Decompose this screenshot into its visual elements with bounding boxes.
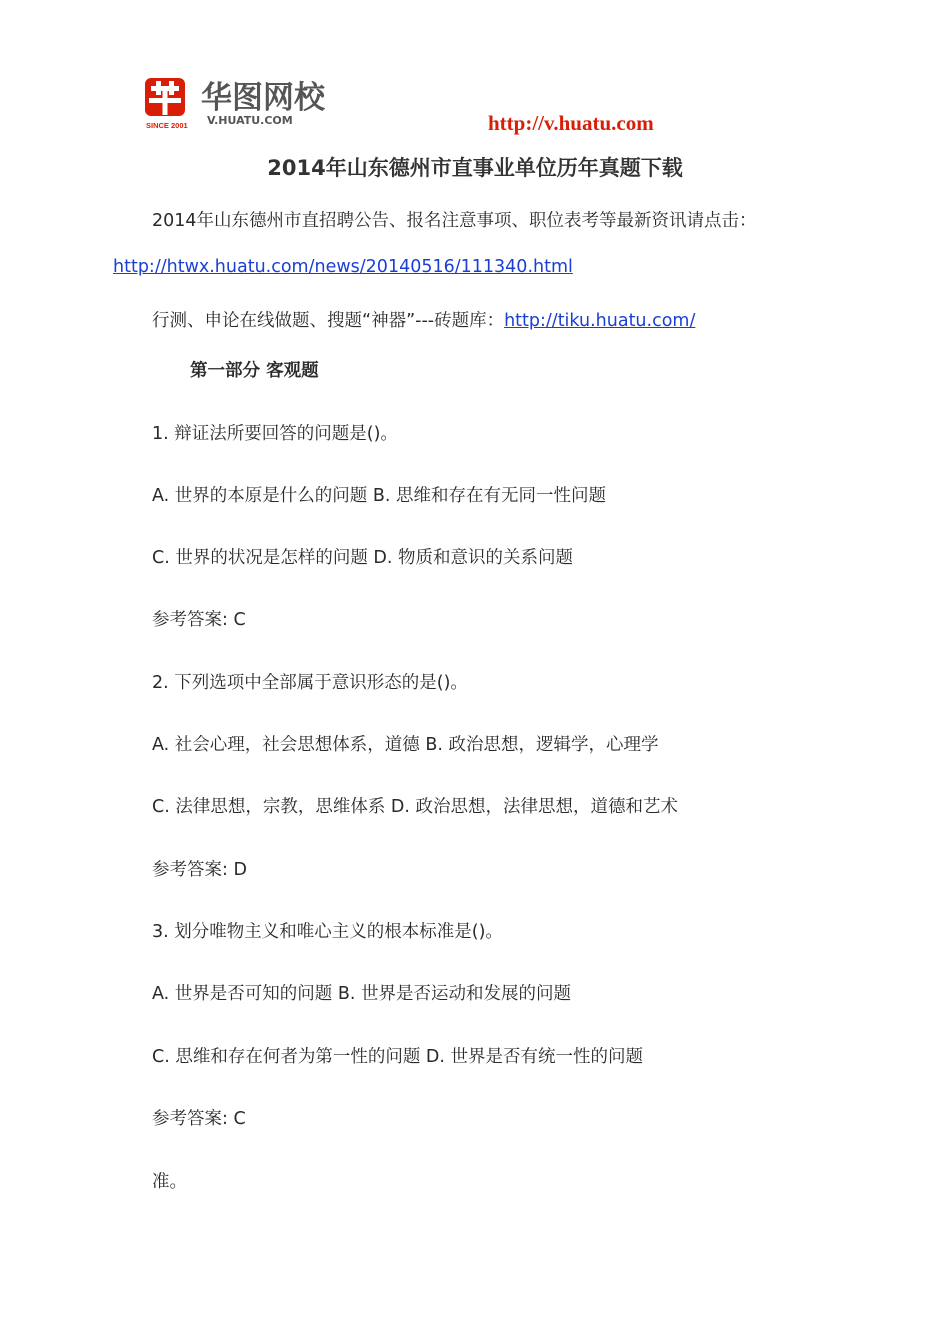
header-url[interactable]: http://v.huatu.com bbox=[488, 111, 654, 135]
huatu-logo bbox=[143, 76, 373, 132]
question-2-answer: 参考答案: D bbox=[152, 860, 247, 880]
logo-domain: V.HUATU.COM bbox=[207, 114, 293, 127]
page-title: 2014年山东德州市直事业单位历年真题下载 bbox=[267, 156, 683, 180]
tiku-link[interactable]: http://tiku.huatu.com/ bbox=[504, 311, 696, 331]
tiku-line bbox=[152, 307, 695, 332]
question-1: 1. 辩证法所要回答的问题是()。 bbox=[152, 424, 398, 444]
section-title: 第一部分 客观题 bbox=[190, 361, 319, 381]
question-3-options-ab: A. 世界是否可知的问题 B. 世界是否运动和发展的问题 bbox=[152, 984, 571, 1004]
tiku-text: 行测、申论在线做题、搜题“神器”---砖题库： bbox=[152, 311, 505, 331]
question-3: 3. 划分唯物主义和唯心主义的根本标准是()。 bbox=[152, 922, 503, 942]
question-1-options-ab: A. 世界的本原是什么的问题 B. 思维和存在有无同一性问题 bbox=[152, 486, 606, 506]
intro-text: 2014年山东德州市直招聘公告、报名注意事项、职位表考等最新资讯请点击： bbox=[152, 211, 757, 231]
question-1-options-cd: C. 世界的状况是怎样的问题 D. 物质和意识的关系问题 bbox=[152, 548, 574, 568]
question-2-options-cd: C. 法律思想，宗教，思维体系 D. 政治思想，法律思想，道德和艺术 bbox=[152, 797, 679, 817]
question-1-answer: 参考答案: C bbox=[152, 610, 246, 630]
trailing-text: 准。 bbox=[152, 1172, 187, 1192]
question-3-answer: 参考答案: C bbox=[152, 1109, 246, 1129]
question-3-options-cd: C. 思维和存在何者为第一性的问题 D. 世界是否有统一性的问题 bbox=[152, 1047, 644, 1067]
question-2: 2. 下列选项中全部属于意识形态的是()。 bbox=[152, 673, 468, 693]
news-link[interactable]: http://htwx.huatu.com/news/20140516/111340.html bbox=[113, 257, 573, 277]
logo-since: SINCE 2001 bbox=[146, 121, 188, 130]
logo-cn-text: 华图网校 bbox=[201, 80, 325, 116]
question-2-options-ab: A. 社会心理，社会思想体系，道德 B. 政治思想，逻辑学，心理学 bbox=[152, 735, 659, 755]
